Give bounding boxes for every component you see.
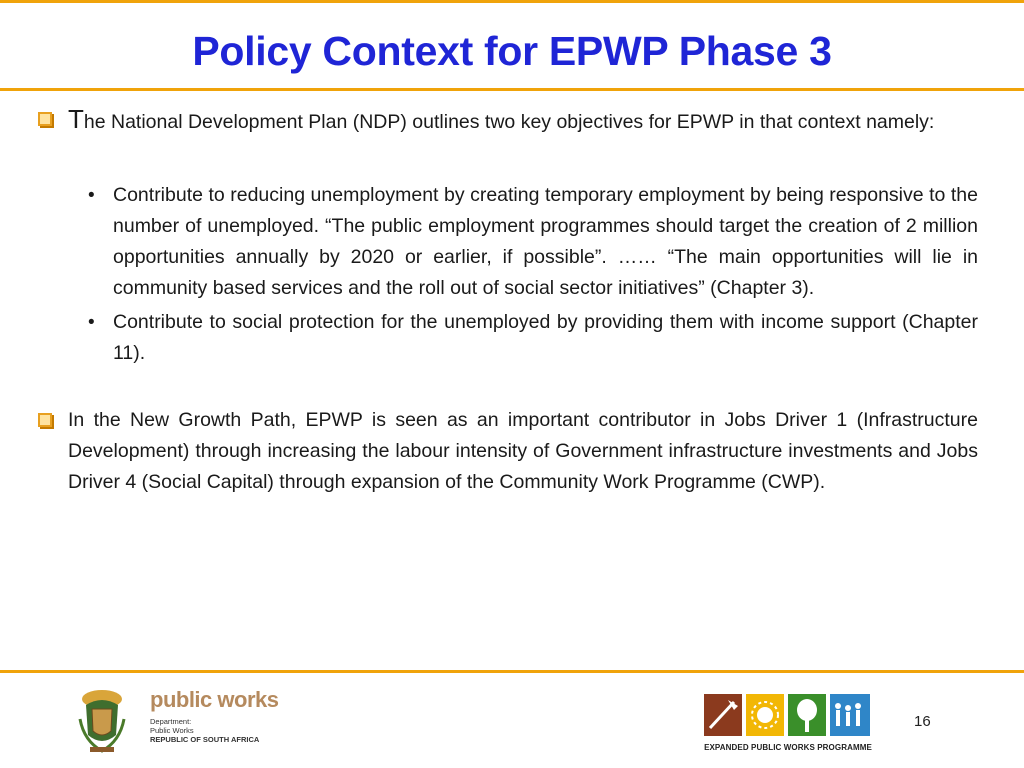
slide-title: Policy Context for EPWP Phase 3: [192, 28, 832, 74]
department-line: REPUBLIC OF SOUTH AFRICA: [150, 735, 260, 744]
epwp-caption: EXPANDED PUBLIC WORKS PROGRAMME: [704, 743, 872, 752]
list-item-text: Contribute to reducing unemployment by creating temporary employment by being responsive to the number of unemployed. “The public employment programmes should target the creation of 2 million opportunities annually by 2020 or earlier, if possible”. …… “The main opportunities will lie in community based services and the roll out of social sector initiatives” (Chapter 3).: [113, 184, 978, 299]
objectives-list: [36, 180, 978, 369]
epwp-tree-icon: [788, 694, 826, 736]
department-subtitle: [150, 717, 290, 744]
epwp-logo: [704, 694, 870, 740]
checkbox-bullet-icon: [38, 413, 52, 427]
slide-body: [36, 104, 978, 498]
epwp-family-icon: [830, 694, 870, 736]
list-item: [88, 307, 978, 369]
epwp-sun-icon: [746, 694, 784, 736]
department-line: Department:: [150, 717, 192, 726]
intro-paragraph: [36, 104, 978, 138]
growth-path-text: In the New Growth Path, EPWP is seen as an important contributor in Jobs Driver 1 (Infrastructure Development) through increasing the labour intensity of Government infrastructure investments and Jobs Driver 4 (Social Capital) through expansion of the Community Work Programme (CWP).: [68, 409, 978, 493]
checkbox-bullet-icon: [38, 112, 52, 126]
list-item: [88, 180, 978, 304]
department-line: Public Works: [150, 726, 194, 735]
growth-path-paragraph: [36, 405, 978, 498]
footer: [0, 673, 1024, 768]
bullet-dot-icon: •: [88, 312, 95, 333]
list-item-text: Contribute to social protection for the unemployed by providing them with income support (Chapter 11).: [113, 311, 978, 364]
epwp-tools-icon: [704, 694, 742, 736]
top-accent-rule: [0, 0, 1024, 3]
page-number: 16: [914, 713, 931, 730]
intro-text: he National Development Plan (NDP) outlines two key objectives for EPWP in that context namely:: [83, 111, 935, 133]
coat-of-arms-icon: [76, 685, 128, 755]
department-name: public works: [150, 687, 279, 712]
intro-first-letter: T: [68, 104, 84, 134]
bullet-dot-icon: •: [88, 185, 95, 206]
title-underline-rule: [0, 88, 1024, 91]
